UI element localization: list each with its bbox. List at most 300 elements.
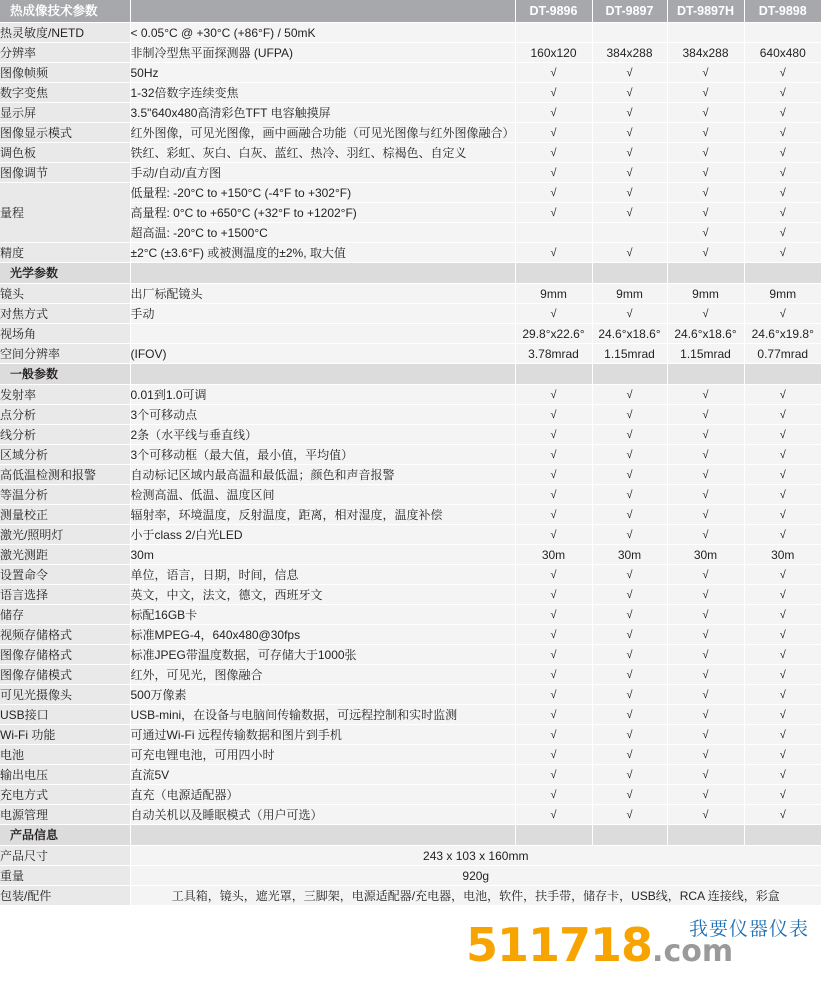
row-desc: < 0.05°C @ +30°C (+86°F) / 50mK [130, 23, 515, 43]
row-model-3: √ [667, 63, 744, 83]
table-row [0, 465, 821, 485]
row-model-2: √ [592, 143, 667, 163]
table-row-accuracy [0, 243, 821, 263]
row-model-1: √ [515, 163, 592, 183]
row-desc: ±2°C (±3.6°F) 或被测温度的±2%, 取大值 [130, 243, 515, 263]
table-row [0, 705, 821, 725]
table-row [0, 485, 821, 505]
table-row [0, 725, 821, 745]
table-row [0, 665, 821, 685]
row-label: 空间分辨率 [0, 344, 130, 364]
row-model-1 [515, 23, 592, 43]
table-row [0, 23, 821, 43]
row-model-4: √ [744, 625, 821, 645]
row-label: 点分析 [0, 405, 130, 425]
row-model-4: √ [744, 665, 821, 685]
row-model-4: √ [744, 505, 821, 525]
row-model-4: √ [744, 203, 821, 223]
row-label: 电源管理 [0, 805, 130, 825]
section-spacer [130, 364, 515, 385]
row-desc: 标准MPEG-4，640x480@30fps [130, 625, 515, 645]
row-model-3 [667, 23, 744, 43]
row-desc: 标准JPEG带温度数据，可存储大于1000张 [130, 645, 515, 665]
row-model-3: √ [667, 625, 744, 645]
row-model-2 [592, 223, 667, 243]
row-desc: 3个可移动点 [130, 405, 515, 425]
row-model-1: √ [515, 385, 592, 405]
row-model-1: √ [515, 103, 592, 123]
table-row [0, 805, 821, 825]
row-model-4: √ [744, 83, 821, 103]
row-model-3: √ [667, 645, 744, 665]
row-desc: 3个可移动框（最大值，最小值，平均值） [130, 445, 515, 465]
table-row [0, 344, 821, 364]
row-desc: 单位，语言，日期，时间，信息 [130, 565, 515, 585]
header-model-1: DT-9896 [515, 0, 592, 23]
section-spacer [667, 263, 744, 284]
row-model-4: √ [744, 605, 821, 625]
row-model-1: √ [515, 665, 592, 685]
section-title: 光学参数 [0, 263, 130, 284]
row-model-3: √ [667, 83, 744, 103]
row-desc: 可通过Wi-Fi 远程传输数据和图片到手机 [130, 725, 515, 745]
row-model-3: √ [667, 163, 744, 183]
row-model-2: √ [592, 605, 667, 625]
row-label: 语言选择 [0, 585, 130, 605]
row-model-1: √ [515, 505, 592, 525]
row-model-3: √ [667, 605, 744, 625]
row-desc: 2条（水平线与垂直线） [130, 425, 515, 445]
row-model-4: 0.77mrad [744, 344, 821, 364]
table-row [0, 43, 821, 63]
row-model-2: √ [592, 805, 667, 825]
row-label: Wi-Fi 功能 [0, 725, 130, 745]
row-desc: 非制冷型焦平面探测器 (UFPA) [130, 43, 515, 63]
row-model-1: √ [515, 304, 592, 324]
header-model-3: DT-9897H [667, 0, 744, 23]
section-spacer [744, 825, 821, 846]
row-model-2: √ [592, 445, 667, 465]
row-label: 图像帧频 [0, 63, 130, 83]
row-label: 图像调节 [0, 163, 130, 183]
row-label: 分辨率 [0, 43, 130, 63]
table-row [0, 304, 821, 324]
row-desc: 高量程: 0°C to +650°C (+32°F to +1202°F) [130, 203, 515, 223]
row-model-2: √ [592, 765, 667, 785]
row-model-4: √ [744, 103, 821, 123]
row-model-1: 30m [515, 545, 592, 565]
row-model-1: √ [515, 605, 592, 625]
row-model-1: √ [515, 785, 592, 805]
row-model-3: √ [667, 705, 744, 725]
row-model-4: √ [744, 465, 821, 485]
row-model-3: 9mm [667, 284, 744, 304]
row-label: 储存 [0, 605, 130, 625]
row-model-4: √ [744, 805, 821, 825]
row-desc: 直充（电源适配器） [130, 785, 515, 805]
row-model-4: 9mm [744, 284, 821, 304]
table-row-product-size [0, 846, 821, 866]
section-spacer [515, 263, 592, 284]
row-model-1: 9mm [515, 284, 592, 304]
section-spacer [592, 263, 667, 284]
row-model-4: √ [744, 525, 821, 545]
row-label: 包装/配件 [0, 886, 130, 906]
row-label: 激光测距 [0, 545, 130, 565]
row-label: 等温分析 [0, 485, 130, 505]
row-desc: 小于class 2/白光LED [130, 525, 515, 545]
row-model-3: √ [667, 585, 744, 605]
row-model-4: √ [744, 765, 821, 785]
row-desc: 0.01到1.0可调 [130, 385, 515, 405]
row-model-4: √ [744, 304, 821, 324]
row-model-4 [744, 23, 821, 43]
row-model-3: √ [667, 805, 744, 825]
row-label: 数字变焦 [0, 83, 130, 103]
row-model-1: √ [515, 83, 592, 103]
row-label: 镜头 [0, 284, 130, 304]
row-model-1: √ [515, 243, 592, 263]
row-label: 区域分析 [0, 445, 130, 465]
section-spacer [592, 825, 667, 846]
row-model-2: √ [592, 243, 667, 263]
table-row [0, 83, 821, 103]
section-spacer [592, 364, 667, 385]
row-model-1: √ [515, 445, 592, 465]
row-model-2: √ [592, 485, 667, 505]
table-row [0, 103, 821, 123]
row-model-4: √ [744, 565, 821, 585]
row-model-1: √ [515, 425, 592, 445]
row-model-4: √ [744, 425, 821, 445]
row-model-2: √ [592, 525, 667, 545]
row-model-2: 1.15mrad [592, 344, 667, 364]
row-desc: 英文，中文，法文，德文，西班牙文 [130, 585, 515, 605]
range-group-label: 量程 [0, 183, 130, 243]
table-row [0, 565, 821, 585]
row-model-4: √ [744, 585, 821, 605]
row-model-1: √ [515, 805, 592, 825]
row-model-4: 30m [744, 545, 821, 565]
section-spacer [515, 364, 592, 385]
row-desc [130, 324, 515, 344]
row-model-3: √ [667, 103, 744, 123]
row-model-2: √ [592, 685, 667, 705]
row-model-4: √ [744, 183, 821, 203]
row-desc: 红外，可见光，图像融合 [130, 665, 515, 685]
row-label: 显示屏 [0, 103, 130, 123]
row-label: 对焦方式 [0, 304, 130, 324]
row-model-1: 3.78mrad [515, 344, 592, 364]
row-label: 高低温检测和报警 [0, 465, 130, 485]
row-model-2: 384x288 [592, 43, 667, 63]
row-model-2: √ [592, 385, 667, 405]
row-model-2: 9mm [592, 284, 667, 304]
row-model-3: √ [667, 725, 744, 745]
row-model-2: 24.6°x18.6° [592, 324, 667, 344]
row-model-2: √ [592, 103, 667, 123]
row-model-3: √ [667, 685, 744, 705]
row-model-1: √ [515, 203, 592, 223]
table-row [0, 163, 821, 183]
row-model-2: √ [592, 505, 667, 525]
table-row [0, 143, 821, 163]
table-row [0, 585, 821, 605]
row-model-2: √ [592, 625, 667, 645]
row-desc: 手动 [130, 304, 515, 324]
row-model-3: √ [667, 665, 744, 685]
row-model-1: √ [515, 585, 592, 605]
row-desc: 辐射率，环境温度，反射温度，距离，相对湿度，温度补偿 [130, 505, 515, 525]
row-model-3: √ [667, 243, 744, 263]
row-model-3: √ [667, 223, 744, 243]
row-label: 精度 [0, 243, 130, 263]
row-label: 测量校正 [0, 505, 130, 525]
row-model-1: √ [515, 183, 592, 203]
row-desc: 红外图像，可见光图像，画中画融合功能（可见光图像与红外图像融合） [130, 123, 515, 143]
row-label: 电池 [0, 745, 130, 765]
row-model-3: √ [667, 465, 744, 485]
row-label: 激光/照明灯 [0, 525, 130, 545]
row-label: 图像存储格式 [0, 645, 130, 665]
header-model-2: DT-9897 [592, 0, 667, 23]
row-model-4: √ [744, 385, 821, 405]
row-desc: 直流5V [130, 765, 515, 785]
table-row [0, 425, 821, 445]
row-model-3: √ [667, 143, 744, 163]
table-row [0, 123, 821, 143]
row-model-4: 640x480 [744, 43, 821, 63]
table-row [0, 765, 821, 785]
row-model-2: √ [592, 745, 667, 765]
row-model-2: √ [592, 203, 667, 223]
row-model-3: √ [667, 304, 744, 324]
row-model-2: √ [592, 465, 667, 485]
row-label: USB接口 [0, 705, 130, 725]
header-desc [130, 0, 515, 23]
row-label: 视场角 [0, 324, 130, 344]
table-row [0, 63, 821, 83]
row-model-2: 30m [592, 545, 667, 565]
row-model-1: √ [515, 685, 592, 705]
row-label: 线分析 [0, 425, 130, 445]
row-model-4: √ [744, 705, 821, 725]
row-model-1: √ [515, 705, 592, 725]
row-model-4: √ [744, 143, 821, 163]
table-row [0, 685, 821, 705]
row-desc: 标配16GB卡 [130, 605, 515, 625]
section-spacer [667, 364, 744, 385]
row-model-3: √ [667, 123, 744, 143]
row-label: 发射率 [0, 385, 130, 405]
row-model-1 [515, 223, 592, 243]
row-value: 920g [130, 866, 821, 886]
row-model-4: √ [744, 725, 821, 745]
row-model-3: 30m [667, 545, 744, 565]
row-model-4: √ [744, 745, 821, 765]
row-model-2: √ [592, 565, 667, 585]
row-model-2: √ [592, 63, 667, 83]
row-label: 可见光摄像头 [0, 685, 130, 705]
section-header-product-info [0, 825, 821, 846]
row-model-2: √ [592, 425, 667, 445]
row-model-3: √ [667, 565, 744, 585]
row-model-3: √ [667, 785, 744, 805]
row-label: 视频存储格式 [0, 625, 130, 645]
row-desc: USB-mini，在设备与电脑间传输数据，可远程控制和实时监测 [130, 705, 515, 725]
section-title: 产品信息 [0, 825, 130, 846]
table-row [0, 284, 821, 304]
row-model-3: 24.6°x18.6° [667, 324, 744, 344]
footer-watermark [0, 906, 821, 984]
section-spacer [130, 825, 515, 846]
row-model-1: 29.8°x22.6° [515, 324, 592, 344]
section-spacer [515, 825, 592, 846]
row-model-2: √ [592, 123, 667, 143]
row-desc: 30m [130, 545, 515, 565]
table-row [0, 785, 821, 805]
table-row-range-low [0, 183, 821, 203]
row-model-2: √ [592, 304, 667, 324]
row-model-1: √ [515, 645, 592, 665]
header-title: 热成像技术参数 [0, 0, 130, 23]
row-model-1: √ [515, 525, 592, 545]
row-model-3: 1.15mrad [667, 344, 744, 364]
row-model-3: √ [667, 203, 744, 223]
table-row [0, 385, 821, 405]
table-row [0, 405, 821, 425]
table-row [0, 545, 821, 565]
row-desc: 检测高温、低温、温度区间 [130, 485, 515, 505]
row-model-4: √ [744, 405, 821, 425]
row-desc: 自动标记区域内最高温和最低温；颜色和声音报警 [130, 465, 515, 485]
row-model-4: √ [744, 645, 821, 665]
table-row [0, 324, 821, 344]
row-desc: 50Hz [130, 63, 515, 83]
section-spacer [130, 263, 515, 284]
section-title: 一般参数 [0, 364, 130, 385]
site-tagline: 我要仪器仪表 [688, 919, 809, 940]
row-label: 充电方式 [0, 785, 130, 805]
row-model-1: √ [515, 565, 592, 585]
table-row [0, 625, 821, 645]
row-model-3: √ [667, 445, 744, 465]
section-header-general [0, 364, 821, 385]
row-model-2: √ [592, 705, 667, 725]
table-row [0, 525, 821, 545]
row-model-1: √ [515, 745, 592, 765]
row-label: 产品尺寸 [0, 846, 130, 866]
row-model-4: √ [744, 785, 821, 805]
row-model-4: 24.6°x19.8° [744, 324, 821, 344]
row-model-3: √ [667, 525, 744, 545]
row-model-4: √ [744, 485, 821, 505]
row-model-1: √ [515, 123, 592, 143]
table-row-accessories [0, 886, 821, 906]
row-model-2: √ [592, 725, 667, 745]
row-model-1: √ [515, 405, 592, 425]
row-model-3: √ [667, 425, 744, 445]
row-label: 热灵敏度/NETD [0, 23, 130, 43]
table-row [0, 505, 821, 525]
row-desc: 自动关机以及睡眠模式（用户可选） [130, 805, 515, 825]
row-desc: 手动/自动/直方图 [130, 163, 515, 183]
row-model-1: √ [515, 625, 592, 645]
row-desc: 出厂标配镜头 [130, 284, 515, 304]
section-header-optical [0, 263, 821, 284]
row-desc: 铁红、彩虹、灰白、白灰、蓝红、热冷、羽红、棕褐色、自定义 [130, 143, 515, 163]
row-model-1: 160x120 [515, 43, 592, 63]
table-row [0, 645, 821, 665]
row-model-1: √ [515, 485, 592, 505]
row-model-3: √ [667, 385, 744, 405]
row-model-2: √ [592, 785, 667, 805]
row-model-3: √ [667, 183, 744, 203]
row-model-1: √ [515, 465, 592, 485]
section-spacer [667, 825, 744, 846]
section-spacer [744, 263, 821, 284]
row-model-3: √ [667, 405, 744, 425]
row-desc: 1-32倍数字连续变焦 [130, 83, 515, 103]
row-model-4: √ [744, 123, 821, 143]
row-label: 重量 [0, 866, 130, 886]
row-model-1: √ [515, 765, 592, 785]
row-model-2: √ [592, 585, 667, 605]
row-desc: 可充电锂电池，可用四小时 [130, 745, 515, 765]
row-desc: (IFOV) [130, 344, 515, 364]
row-label: 设置命令 [0, 565, 130, 585]
row-desc: 低量程: -20°C to +150°C (-4°F to +302°F) [130, 183, 515, 203]
row-model-2: √ [592, 645, 667, 665]
row-label: 图像存储模式 [0, 665, 130, 685]
row-model-2: √ [592, 665, 667, 685]
row-model-3: √ [667, 505, 744, 525]
section-spacer [744, 364, 821, 385]
table-row [0, 605, 821, 625]
row-model-4: √ [744, 223, 821, 243]
row-model-3: √ [667, 745, 744, 765]
row-value: 243 x 103 x 160mm [130, 846, 821, 866]
row-model-3: √ [667, 765, 744, 785]
row-model-2: √ [592, 183, 667, 203]
logo-suffix: .com [652, 934, 734, 969]
row-model-4: √ [744, 163, 821, 183]
table-row-weight [0, 866, 821, 886]
row-model-1: √ [515, 725, 592, 745]
row-desc: 500万像素 [130, 685, 515, 705]
row-model-2: √ [592, 405, 667, 425]
row-model-3: 384x288 [667, 43, 744, 63]
row-model-4: √ [744, 685, 821, 705]
row-model-2 [592, 23, 667, 43]
table-row [0, 745, 821, 765]
row-value: 工具箱，镜头，遮光罩，三脚架，电源适配器/充电器，电池，软件，扶手带，储存卡，USB线，RCA 连接线，彩盒 [130, 886, 821, 906]
row-label: 图像显示模式 [0, 123, 130, 143]
row-desc: 3.5"640x480高清彩色TFT 电容触摸屏 [130, 103, 515, 123]
row-model-4: √ [744, 243, 821, 263]
row-model-2: √ [592, 83, 667, 103]
row-model-3: √ [667, 485, 744, 505]
row-model-4: √ [744, 63, 821, 83]
row-label: 输出电压 [0, 765, 130, 785]
row-model-4: √ [744, 445, 821, 465]
row-model-1: √ [515, 143, 592, 163]
header-model-4: DT-9898 [744, 0, 821, 23]
row-model-2: √ [592, 163, 667, 183]
table-header-row [0, 0, 821, 23]
logo-main: 511718 [466, 918, 653, 972]
row-label: 调色板 [0, 143, 130, 163]
